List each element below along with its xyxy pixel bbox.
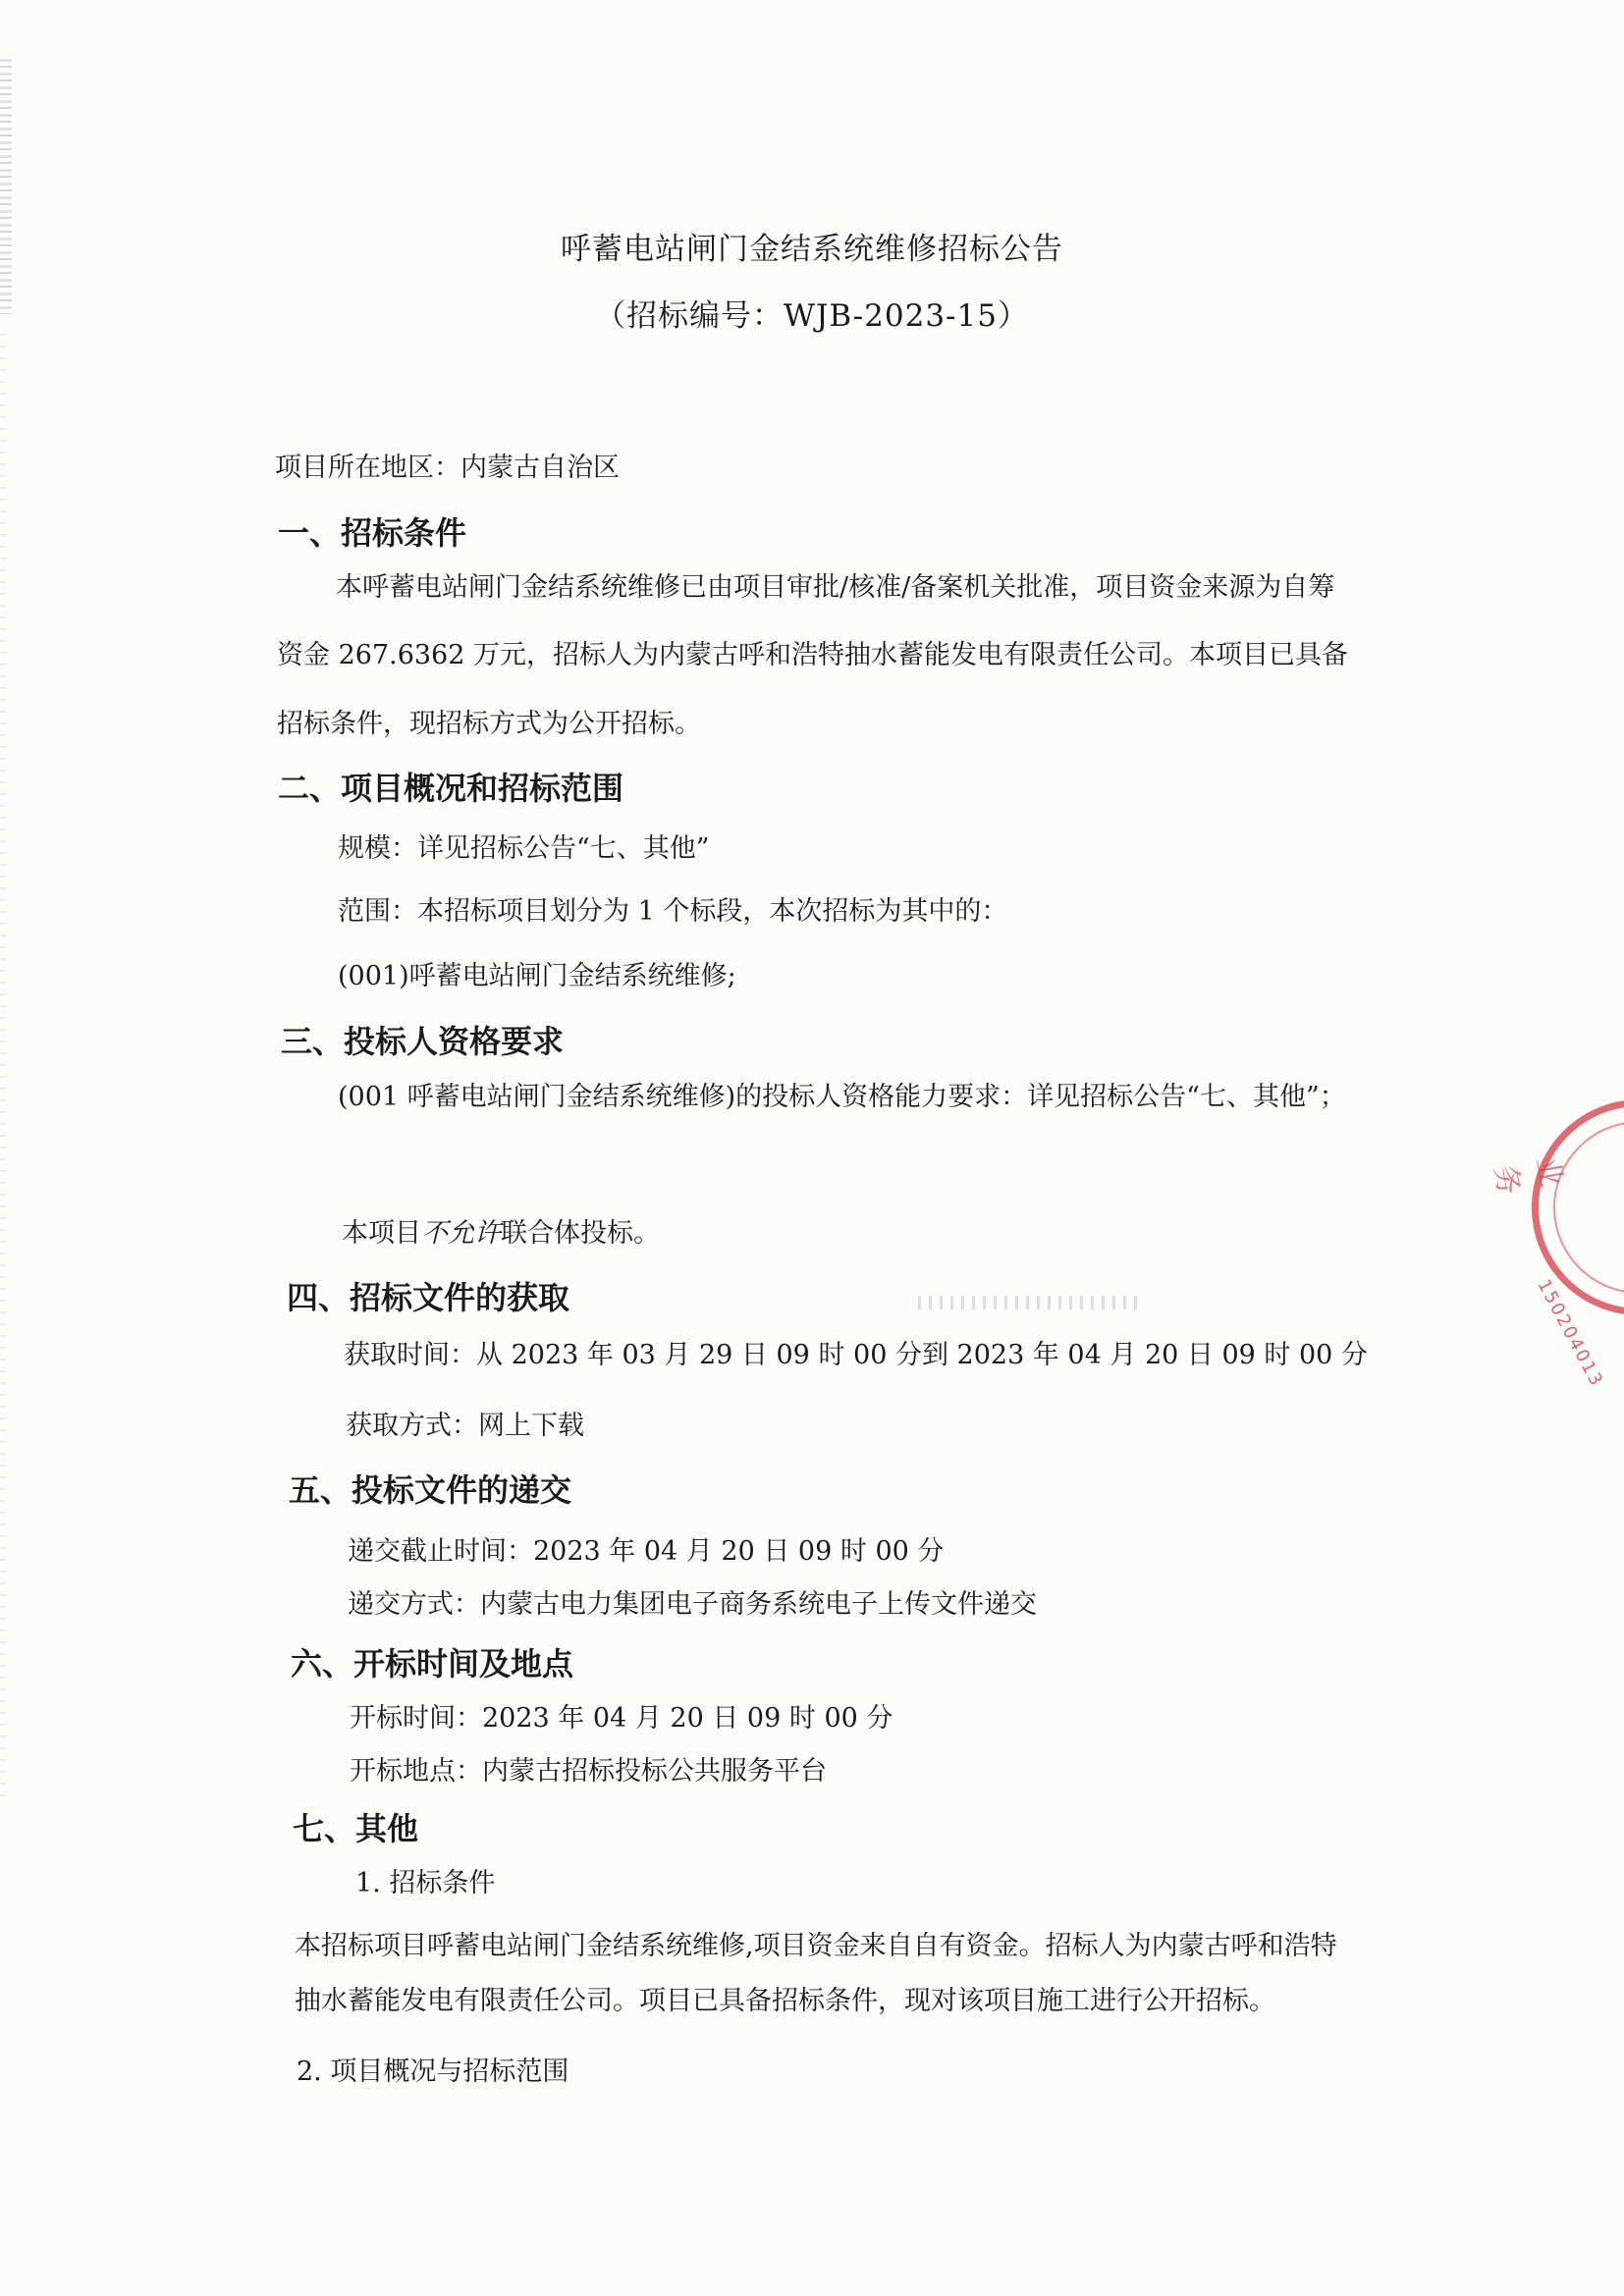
paragraph-line: 资金 267.6362 万元，招标人为内蒙古呼和浩特抽水蓄能发电有限责任公司。本项目已具备 xyxy=(277,640,1348,670)
consortium-line xyxy=(342,1211,660,1250)
scan-artifact xyxy=(0,59,12,314)
section-heading: 四、招标文件的获取 xyxy=(287,1279,570,1316)
paragraph-line: 范围：本招标项目划分为 1 个标段，本次招标为其中的： xyxy=(338,896,1008,927)
consortium-prefix: 本项目 xyxy=(342,1218,421,1249)
paragraph-line: (001)呼蓄电站闸门金结系统维修; xyxy=(338,961,736,991)
section-heading: 七、其他 xyxy=(293,1810,419,1847)
document-title: 呼蓄电站闸门金结系统维修招标公告 xyxy=(561,232,1063,267)
paragraph-line: 开标时间：2023 年 04 月 20 日 09 时 00 分 xyxy=(350,1703,893,1734)
section-heading: 六、开标时间及地点 xyxy=(291,1645,574,1682)
section-heading: 一、招标条件 xyxy=(278,514,467,552)
document-subtitle: （招标编号：WJB-2023-15） xyxy=(595,298,1029,334)
paragraph-line: 本招标项目呼蓄电站闸门金结系统维修,项目资金来自自有资金。招标人为内蒙古呼和浩特 xyxy=(295,1931,1337,1961)
paragraph-line: 获取方式：网上下载 xyxy=(346,1411,584,1441)
subheading: 2. 项目概况与招标范围 xyxy=(297,2056,569,2087)
region-line: 项目所在地区：内蒙古自治区 xyxy=(275,453,620,483)
scan-artifact xyxy=(918,1296,1144,1309)
scan-artifact xyxy=(0,334,6,1806)
paragraph-line: 抽水蓄能发电有限责任公司。项目已具备招标条件，现对该项目施工进行公开招标。 xyxy=(295,1986,1275,2016)
seal-mark: 业务 xyxy=(1487,1154,1570,1201)
subheading: 1. 招标条件 xyxy=(355,1868,496,1898)
paragraph-line: (001 呼蓄电站闸门金结系统维修)的投标人资格能力要求：详见招标公告“七、其他”； xyxy=(338,1082,1346,1112)
paragraph-line: 规模：详见招标公告“七、其他” xyxy=(338,833,710,864)
section-heading: 三、投标人资格要求 xyxy=(281,1023,565,1060)
paragraph-line: 递交截止时间：2023 年 04 月 20 日 09 时 00 分 xyxy=(348,1536,945,1567)
consortium-emphasis: 不允许 xyxy=(421,1218,501,1249)
paragraph-line: 招标条件，现招标方式为公开招标。 xyxy=(277,709,701,739)
section-heading: 二、项目概况和招标范围 xyxy=(278,770,624,807)
paragraph-line: 开标地点：内蒙古招标投标公共服务平台 xyxy=(350,1756,827,1787)
paragraph-line: 获取时间：从 2023 年 03 月 29 日 09 时 00 分到 2023 年 04 月 20 日 09 时 00 分 xyxy=(344,1340,1368,1370)
consortium-suffix: 联合体投标。 xyxy=(501,1218,660,1249)
paragraph-line: 本呼蓄电站闸门金结系统维修已由项目审批/核准/备案机关批准，项目资金来源为自筹 xyxy=(336,572,1335,603)
section-heading: 五、投标文件的递交 xyxy=(289,1471,572,1509)
seal-number: 150204013 xyxy=(1533,1276,1607,1391)
paragraph-line: 递交方式：内蒙古电力集团电子商务系统电子上传文件递交 xyxy=(348,1589,1037,1620)
